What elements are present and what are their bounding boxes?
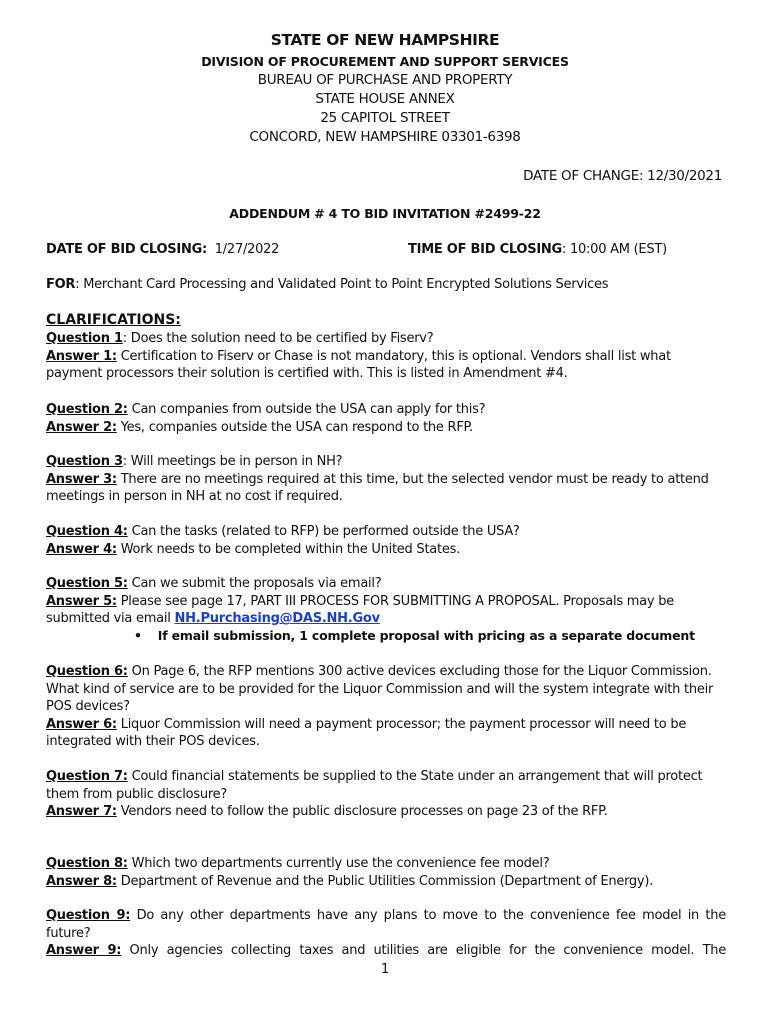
building-line: STATE HOUSE ANNEX <box>315 91 455 107</box>
answer-text: Vendors need to follow the public disclosure processes on page 23 of the RFP. <box>116 804 608 820</box>
qa-item-3 <box>46 453 726 506</box>
question-text: Can the tasks (related to RFP) be performed outside the USA? <box>127 524 520 539</box>
answer-label: Answer 2: <box>46 419 117 435</box>
for-line <box>46 277 608 292</box>
answer-text: Please see page 17, PART III PROCESS FOR SUBMITTING A PROPOSAL. Proposals may be submitted via email <box>46 593 674 627</box>
question-text: On Page 6, the RFP mentions 300 active devices excluding those for the Liquor Commission. What kind of service are to be provided for the Liquor Commission and will the system integrate with their POS devices? <box>46 664 714 715</box>
division-title: DIVISION OF PROCUREMENT AND SUPPORT SERVICES <box>201 54 569 69</box>
qa-item-5 <box>46 575 726 628</box>
question-text: Can we submit the proposals via email? <box>127 576 382 591</box>
qa-item-6 <box>46 663 726 751</box>
bullet-text: If email submission, 1 complete proposal with pricing as a separate document <box>157 628 695 643</box>
qa-item-4 <box>46 523 726 558</box>
question-text: : Does the solution need to be certified by Fiserv? <box>122 331 434 346</box>
city-line: CONCORD, NEW HAMPSHIRE 03301-6398 <box>249 129 521 145</box>
answer-text: Department of Revenue and the Public Utilities Commission (Department of Energy). <box>116 873 654 889</box>
email-link[interactable]: NH.Purchasing@DAS.NH.Gov <box>174 611 380 627</box>
answer-text: Liquor Commission will need a payment processor; the payment processor will need to be integrated with their POS devices. <box>46 716 687 750</box>
bid-closing-time-value: : 10:00 AM (EST) <box>561 242 667 257</box>
answer-label: Answer 6: <box>46 716 117 732</box>
clarifications-heading: CLARIFICATIONS: <box>46 312 181 328</box>
bullet-dot-icon: • <box>134 628 142 643</box>
bid-closing-date-value: 1/27/2022 <box>214 242 280 257</box>
answer-text: Work needs to be completed within the United States. <box>116 541 461 557</box>
qa-item-9 <box>46 907 726 960</box>
answer-label: Answer 7: <box>46 804 117 820</box>
date-of-change: DATE OF CHANGE: 12/30/2021 <box>523 168 722 184</box>
answer-label: Answer 1: <box>46 348 117 364</box>
question-label: Question 9: <box>46 908 131 923</box>
qa-item-2 <box>46 401 726 436</box>
bid-closing-time <box>408 242 667 257</box>
question-label: Question 2: <box>46 402 128 417</box>
street-line: 25 CAPITOL STREET <box>320 110 450 126</box>
answer-label: Answer 5: <box>46 593 117 609</box>
question-text: Could financial statements be supplied to the State under an arrangement that will protect them from public disclosure? <box>46 769 703 802</box>
answer-text: There are no meetings required at this time, but the selected vendor must be ready to attend meetings in person in NH at no cost if required. <box>46 471 709 505</box>
question-label: Question 7: <box>46 769 128 784</box>
answer-text: Yes, companies outside the USA can respond to the RFP. <box>116 419 473 435</box>
answer-text: Certification to Fiserv or Chase is not mandatory, this is optional. Vendors shall list what payment processors their solution is certified with. This is listed in Amendment #4. <box>46 348 671 382</box>
question-text: Can companies from outside the USA can apply for this? <box>127 402 486 417</box>
answer-label: Answer 4: <box>46 541 117 557</box>
question-label: Question 8: <box>46 856 128 871</box>
question-label: Question 5: <box>46 576 128 591</box>
answer-label: Answer 3: <box>46 471 117 487</box>
for-label: FOR <box>46 277 76 292</box>
page-number: 1 <box>380 962 390 977</box>
for-text: : Merchant Card Processing and Validated Point to Point Encrypted Solutions Services <box>75 277 609 292</box>
answer-label: Answer 9: <box>46 943 122 959</box>
question-label: Question 6: <box>46 664 128 679</box>
question-text: Do any other departments have any plans to move to the convenience fee model in the future? <box>46 908 726 941</box>
question-text: Which two departments currently use the convenience fee model? <box>127 856 550 871</box>
question-label: Question 4: <box>46 524 128 539</box>
answer-text: Only agencies collecting taxes and utilities are eligible for the convenience model. The <box>121 943 726 959</box>
addendum-title: ADDENDUM # 4 TO BID INVITATION #2499-22 <box>229 206 541 221</box>
question-label: Question 3 <box>46 454 123 469</box>
qa-item-8 <box>46 855 726 890</box>
bid-closing-time-label: TIME OF BID CLOSING <box>408 242 562 257</box>
qa-item-1 <box>46 330 726 383</box>
qa-item-7 <box>46 768 726 821</box>
bureau-line: BUREAU OF PURCHASE AND PROPERTY <box>257 72 513 88</box>
state-title: STATE OF NEW HAMPSHIRE <box>270 31 500 49</box>
question-label: Question 1 <box>46 331 123 346</box>
question-text: : Will meetings be in person in NH? <box>122 454 343 469</box>
bid-closing-date-label: DATE OF BID CLOSING: <box>46 242 207 257</box>
bullet-item <box>134 628 695 643</box>
answer-label: Answer 8: <box>46 873 117 889</box>
bid-closing-date <box>46 242 279 257</box>
